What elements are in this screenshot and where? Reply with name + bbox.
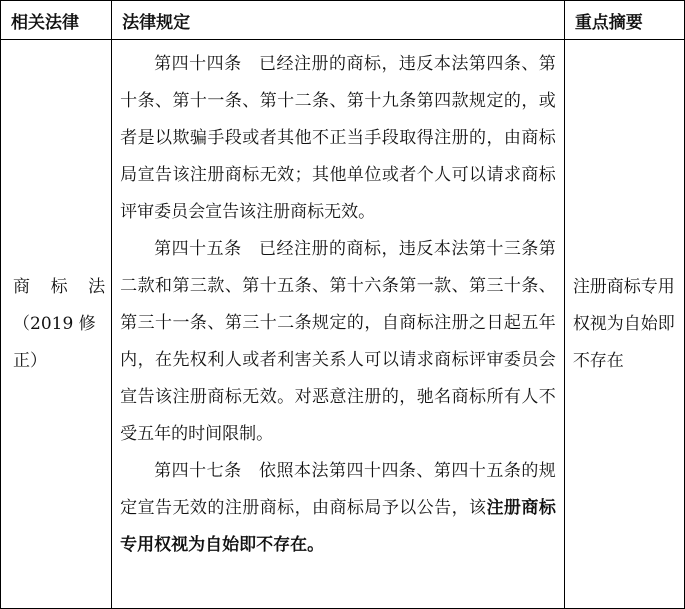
law-cell: [1, 40, 112, 609]
header-summary: 重点摘要: [564, 1, 684, 40]
table-row: [1, 40, 685, 609]
summary-cell: [564, 40, 684, 609]
summary-text: 注册商标专用权视为自始即不存在: [572, 276, 675, 371]
article-47-emphasis: 注册商标专用权视为自始即不存在。: [120, 498, 556, 555]
law-version: （2019 修正）: [13, 313, 96, 371]
article-47-text: 第四十七条 依照本法第四十四条、第四十五条的规定宣告无效的注册商标，由商标局予以公告，该: [120, 461, 556, 518]
header-law: 相关法律: [1, 1, 112, 40]
law-name: 商 标 法: [13, 276, 106, 297]
header-row: [1, 1, 685, 40]
provisions-cell: [112, 40, 565, 609]
header-provisions: 法律规定: [112, 1, 565, 40]
article-47: [120, 453, 556, 564]
article-44: 第四十四条 已经注册的商标，违反本法第四条、第十条、第十一条、第十二条、第十九条第四款规定的，或者是以欺骗手段或者其他不正当手段取得注册的，由商标局宣告该注册商标无效；其他单位或者个人可以请求商标评审委员会宣告该注册商标无效。: [120, 54, 556, 222]
article-45: 第四十五条 已经注册的商标，违反本法第十三条第二款和第三款、第十五条、第十六条第一款、第三十条、第三十一条、第三十二条规定的，自商标注册之日起五年内，在先权利人或者利害关系人可以请求商标评审委员会宣告该注册商标无效。对恶意注册的，驰名商标所有人不受五年的时间限制。: [120, 239, 556, 444]
